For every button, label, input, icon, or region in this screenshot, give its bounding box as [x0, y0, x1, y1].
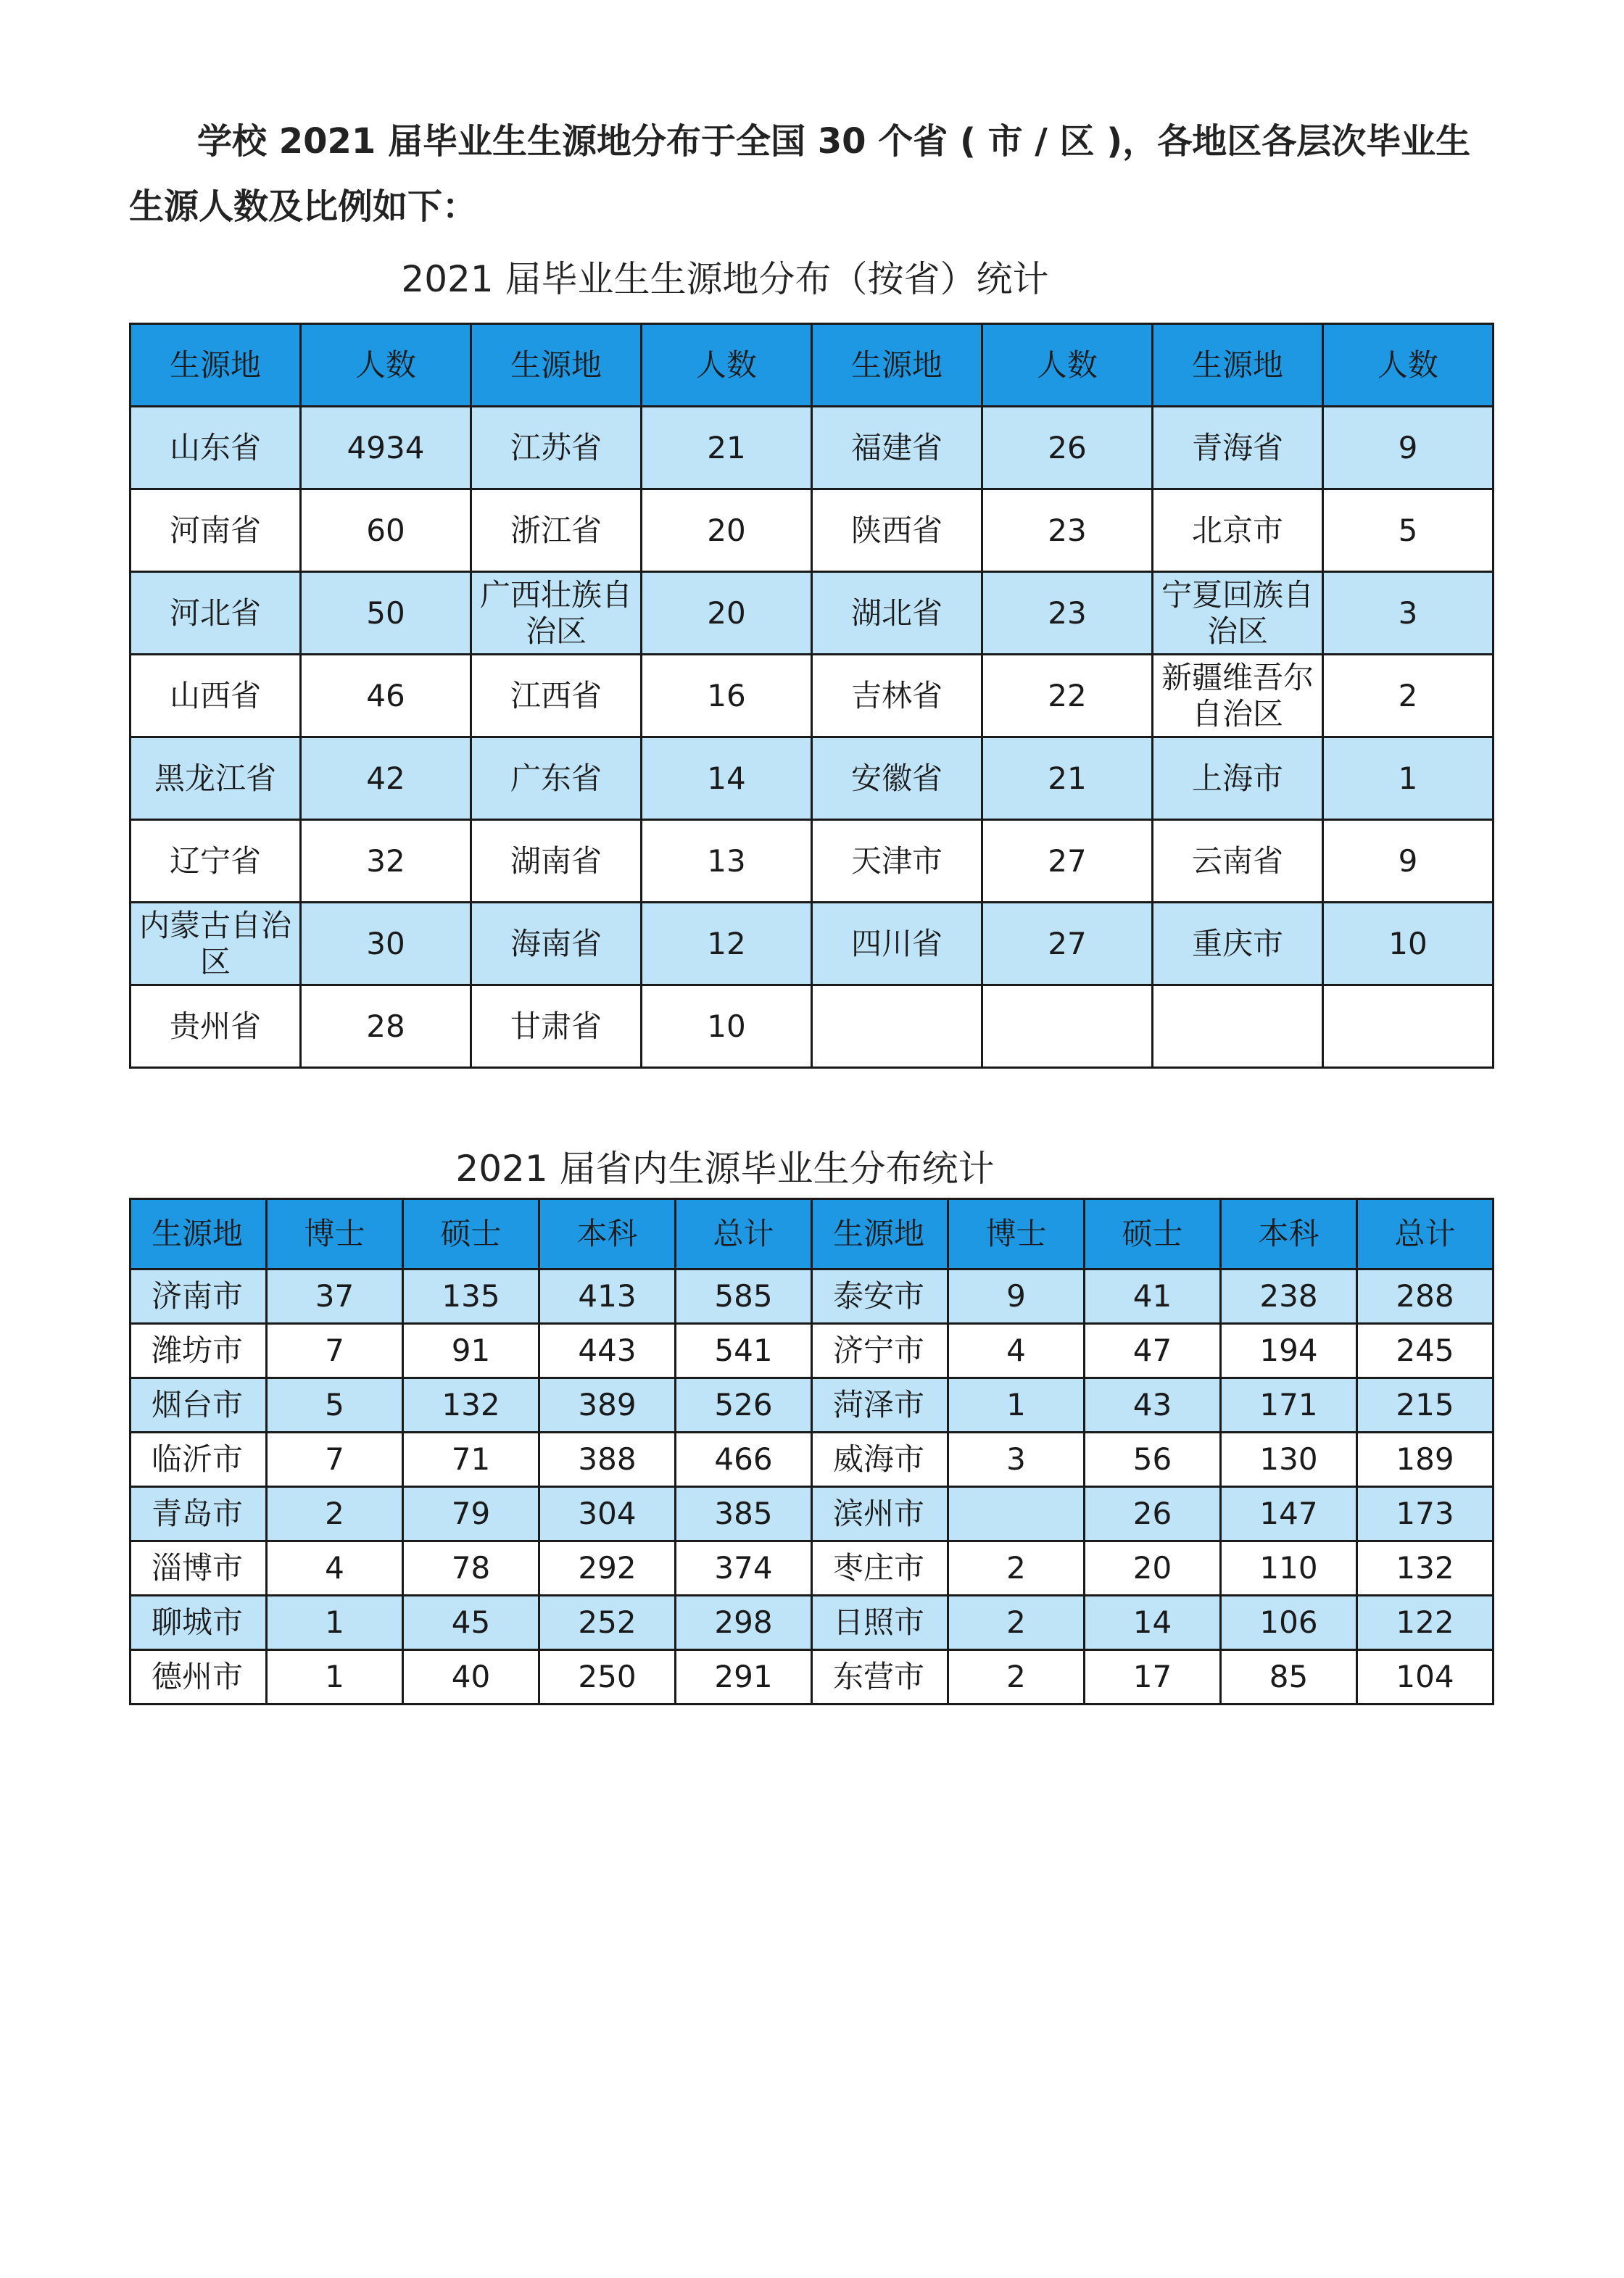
- count-cell: 4934: [301, 407, 471, 489]
- table-row: [130, 1433, 1494, 1487]
- count-cell: [1323, 985, 1494, 1068]
- header-cell: 本科: [1221, 1199, 1357, 1270]
- count-cell: 27: [982, 903, 1153, 985]
- total-cell: 374: [676, 1541, 812, 1596]
- province-cell: 甘肃省: [471, 985, 642, 1068]
- header-cell: 生源地: [812, 1199, 948, 1270]
- total-cell: 466: [676, 1433, 812, 1487]
- count-cell: 46: [301, 655, 471, 737]
- total-cell: 189: [1357, 1433, 1494, 1487]
- phd-cell: 37: [267, 1270, 403, 1324]
- total-cell: 215: [1357, 1378, 1494, 1433]
- master-cell: 135: [403, 1270, 539, 1324]
- phd-cell: 9: [948, 1270, 1085, 1324]
- phd-cell: 2: [948, 1650, 1085, 1705]
- phd-cell: 5: [267, 1378, 403, 1433]
- master-cell: 45: [403, 1596, 539, 1650]
- phd-cell: 7: [267, 1324, 403, 1378]
- count-cell: 14: [642, 737, 812, 820]
- table1-header-row: [130, 324, 1494, 407]
- city-cell: 临沂市: [130, 1433, 267, 1487]
- count-cell: 16: [642, 655, 812, 737]
- master-cell: 71: [403, 1433, 539, 1487]
- count-cell: 21: [642, 407, 812, 489]
- phd-cell: 1: [948, 1378, 1085, 1433]
- bachelor-cell: 389: [539, 1378, 676, 1433]
- count-cell: 21: [982, 737, 1153, 820]
- province-cell: 山东省: [130, 407, 301, 489]
- count-cell: 9: [1323, 407, 1494, 489]
- count-cell: 1: [1323, 737, 1494, 820]
- bachelor-cell: 238: [1221, 1270, 1357, 1324]
- count-cell: 23: [982, 572, 1153, 655]
- city-cell: 淄博市: [130, 1541, 267, 1596]
- header-cell: 人数: [1323, 324, 1494, 407]
- master-cell: 26: [1085, 1487, 1221, 1541]
- master-cell: 14: [1085, 1596, 1221, 1650]
- in-province-distribution-table: [129, 1198, 1494, 1705]
- table-row: [130, 489, 1494, 572]
- bachelor-cell: 292: [539, 1541, 676, 1596]
- count-cell: 27: [982, 820, 1153, 903]
- count-cell: [982, 985, 1153, 1068]
- table-row: [130, 572, 1494, 655]
- intro-line-1: 学校 2021 届毕业生生源地分布于全国 30 个省 ( 市 / 区 )，各地区各层次毕业生: [197, 121, 1471, 162]
- master-cell: 47: [1085, 1324, 1221, 1378]
- province-cell: 海南省: [471, 903, 642, 985]
- total-cell: 541: [676, 1324, 812, 1378]
- count-cell: 13: [642, 820, 812, 903]
- province-cell: 宁夏回族自治区: [1153, 572, 1323, 655]
- master-cell: 20: [1085, 1541, 1221, 1596]
- province-cell: 湖南省: [471, 820, 642, 903]
- total-cell: 288: [1357, 1270, 1494, 1324]
- table-row: [130, 1270, 1494, 1324]
- table-row: [130, 985, 1494, 1068]
- header-cell: 博士: [267, 1199, 403, 1270]
- count-cell: 10: [1323, 903, 1494, 985]
- master-cell: 41: [1085, 1270, 1221, 1324]
- table-row: [130, 1596, 1494, 1650]
- header-cell: 人数: [301, 324, 471, 407]
- province-cell: 江苏省: [471, 407, 642, 489]
- count-cell: 60: [301, 489, 471, 572]
- province-cell: 重庆市: [1153, 903, 1323, 985]
- table-row: [130, 1487, 1494, 1541]
- table-row: [130, 655, 1494, 737]
- bachelor-cell: 388: [539, 1433, 676, 1487]
- city-cell: 日照市: [812, 1596, 948, 1650]
- phd-cell: 2: [948, 1596, 1085, 1650]
- province-cell: 福建省: [812, 407, 982, 489]
- province-cell: 上海市: [1153, 737, 1323, 820]
- phd-cell: 2: [267, 1487, 403, 1541]
- master-cell: 17: [1085, 1650, 1221, 1705]
- table-row: [130, 1324, 1494, 1378]
- header-cell: 人数: [982, 324, 1153, 407]
- city-cell: 烟台市: [130, 1378, 267, 1433]
- city-cell: 枣庄市: [812, 1541, 948, 1596]
- bachelor-cell: 147: [1221, 1487, 1357, 1541]
- city-cell: 菏泽市: [812, 1378, 948, 1433]
- province-cell: 广东省: [471, 737, 642, 820]
- province-cell: 浙江省: [471, 489, 642, 572]
- table2-caption: 2021 届省内生源毕业生分布统计: [455, 1148, 995, 1190]
- count-cell: 22: [982, 655, 1153, 737]
- province-cell: 黑龙江省: [130, 737, 301, 820]
- city-cell: 青岛市: [130, 1487, 267, 1541]
- province-cell: 河南省: [130, 489, 301, 572]
- phd-cell: 1: [267, 1650, 403, 1705]
- total-cell: 291: [676, 1650, 812, 1705]
- count-cell: 32: [301, 820, 471, 903]
- city-cell: 济南市: [130, 1270, 267, 1324]
- city-cell: 潍坊市: [130, 1324, 267, 1378]
- count-cell: 28: [301, 985, 471, 1068]
- count-cell: 2: [1323, 655, 1494, 737]
- bachelor-cell: 252: [539, 1596, 676, 1650]
- province-cell: 江西省: [471, 655, 642, 737]
- phd-cell: 3: [948, 1433, 1085, 1487]
- phd-cell: 4: [267, 1541, 403, 1596]
- count-cell: 20: [642, 489, 812, 572]
- city-cell: 泰安市: [812, 1270, 948, 1324]
- master-cell: 40: [403, 1650, 539, 1705]
- table-row: [130, 1650, 1494, 1705]
- city-cell: 聊城市: [130, 1596, 267, 1650]
- bachelor-cell: 110: [1221, 1541, 1357, 1596]
- header-cell: 生源地: [471, 324, 642, 407]
- province-cell: 贵州省: [130, 985, 301, 1068]
- header-cell: 总计: [1357, 1199, 1494, 1270]
- table-row: [130, 820, 1494, 903]
- count-cell: 10: [642, 985, 812, 1068]
- bachelor-cell: 171: [1221, 1378, 1357, 1433]
- count-cell: 42: [301, 737, 471, 820]
- total-cell: 122: [1357, 1596, 1494, 1650]
- phd-cell: 1: [267, 1596, 403, 1650]
- province-cell: 安徽省: [812, 737, 982, 820]
- header-cell: 总计: [676, 1199, 812, 1270]
- bachelor-cell: 85: [1221, 1650, 1357, 1705]
- master-cell: 132: [403, 1378, 539, 1433]
- province-cell: 云南省: [1153, 820, 1323, 903]
- master-cell: 78: [403, 1541, 539, 1596]
- total-cell: 298: [676, 1596, 812, 1650]
- count-cell: 20: [642, 572, 812, 655]
- province-distribution-table: [129, 323, 1494, 1069]
- intro-paragraph: [129, 109, 1507, 239]
- total-cell: 104: [1357, 1650, 1494, 1705]
- intro-line-2: 生源人数及比例如下：: [129, 186, 478, 227]
- phd-cell: 4: [948, 1324, 1085, 1378]
- province-cell: 新疆维吾尔自治区: [1153, 655, 1323, 737]
- master-cell: 56: [1085, 1433, 1221, 1487]
- total-cell: 132: [1357, 1541, 1494, 1596]
- total-cell: 173: [1357, 1487, 1494, 1541]
- header-cell: 生源地: [130, 1199, 267, 1270]
- province-cell: 内蒙古自治区: [130, 903, 301, 985]
- count-cell: 9: [1323, 820, 1494, 903]
- province-cell: [812, 985, 982, 1068]
- header-cell: 人数: [642, 324, 812, 407]
- table-row: [130, 903, 1494, 985]
- header-cell: 生源地: [130, 324, 301, 407]
- city-cell: 东营市: [812, 1650, 948, 1705]
- count-cell: 30: [301, 903, 471, 985]
- master-cell: 43: [1085, 1378, 1221, 1433]
- table-row: [130, 737, 1494, 820]
- count-cell: 50: [301, 572, 471, 655]
- count-cell: 23: [982, 489, 1153, 572]
- table1-caption: 2021 届毕业生生源地分布（按省）统计: [401, 258, 1049, 300]
- total-cell: 385: [676, 1487, 812, 1541]
- city-cell: 济宁市: [812, 1324, 948, 1378]
- bachelor-cell: 304: [539, 1487, 676, 1541]
- province-cell: 天津市: [812, 820, 982, 903]
- city-cell: 滨州市: [812, 1487, 948, 1541]
- phd-cell: 7: [267, 1433, 403, 1487]
- province-cell: [1153, 985, 1323, 1068]
- header-cell: 博士: [948, 1199, 1085, 1270]
- total-cell: 245: [1357, 1324, 1494, 1378]
- bachelor-cell: 130: [1221, 1433, 1357, 1487]
- bachelor-cell: 106: [1221, 1596, 1357, 1650]
- phd-cell: [948, 1487, 1085, 1541]
- province-cell: 四川省: [812, 903, 982, 985]
- province-cell: 北京市: [1153, 489, 1323, 572]
- province-cell: 陕西省: [812, 489, 982, 572]
- table-row: [130, 407, 1494, 489]
- bachelor-cell: 194: [1221, 1324, 1357, 1378]
- table-row: [130, 1378, 1494, 1433]
- table2-header-row: [130, 1199, 1494, 1270]
- header-cell: 本科: [539, 1199, 676, 1270]
- province-cell: 广西壮族自治区: [471, 572, 642, 655]
- master-cell: 79: [403, 1487, 539, 1541]
- total-cell: 585: [676, 1270, 812, 1324]
- province-cell: 湖北省: [812, 572, 982, 655]
- city-cell: 威海市: [812, 1433, 948, 1487]
- count-cell: 3: [1323, 572, 1494, 655]
- phd-cell: 2: [948, 1541, 1085, 1596]
- province-cell: 河北省: [130, 572, 301, 655]
- header-cell: 硕士: [403, 1199, 539, 1270]
- count-cell: 5: [1323, 489, 1494, 572]
- province-cell: 辽宁省: [130, 820, 301, 903]
- table-row: [130, 1541, 1494, 1596]
- bachelor-cell: 413: [539, 1270, 676, 1324]
- count-cell: 12: [642, 903, 812, 985]
- count-cell: 26: [982, 407, 1153, 489]
- bachelor-cell: 250: [539, 1650, 676, 1705]
- header-cell: 硕士: [1085, 1199, 1221, 1270]
- province-cell: 青海省: [1153, 407, 1323, 489]
- bachelor-cell: 443: [539, 1324, 676, 1378]
- total-cell: 526: [676, 1378, 812, 1433]
- province-cell: 山西省: [130, 655, 301, 737]
- header-cell: 生源地: [1153, 324, 1323, 407]
- province-cell: 吉林省: [812, 655, 982, 737]
- city-cell: 德州市: [130, 1650, 267, 1705]
- master-cell: 91: [403, 1324, 539, 1378]
- header-cell: 生源地: [812, 324, 982, 407]
